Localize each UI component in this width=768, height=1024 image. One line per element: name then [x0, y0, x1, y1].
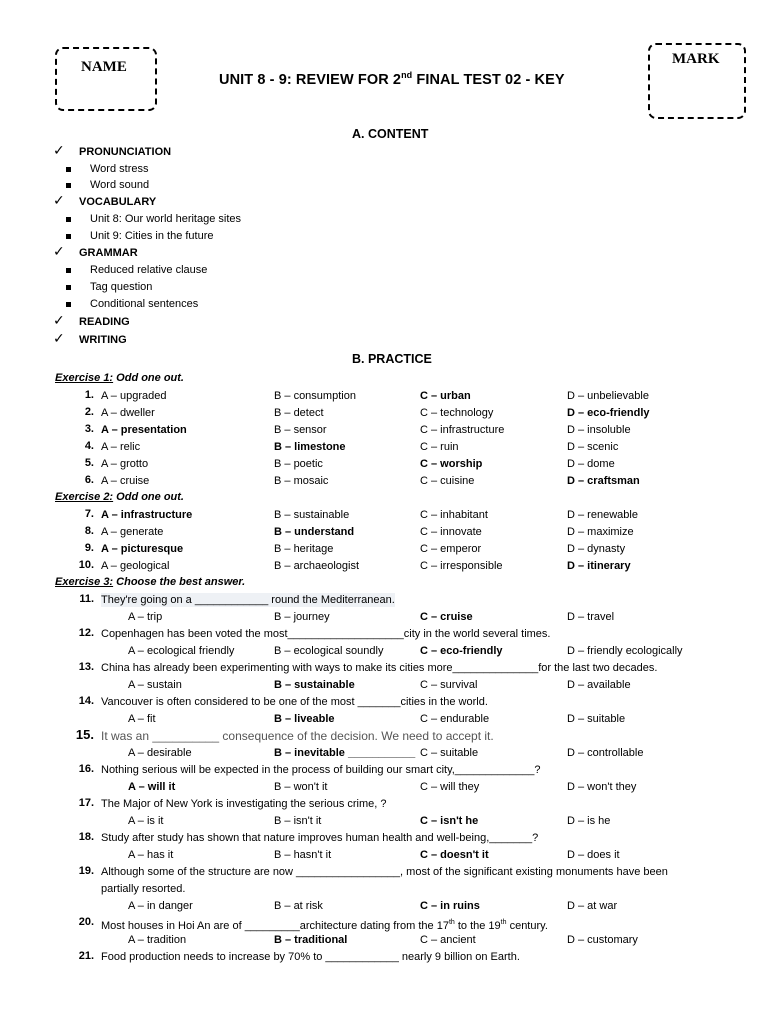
answer-option: A – cruise — [101, 475, 150, 487]
question-text: They're going on a ____________ round the Mediterranean. — [101, 594, 395, 606]
row-number: 5. — [84, 457, 94, 469]
answer-option: B – consumption — [274, 390, 356, 402]
practice-heading: B. PRACTICE — [352, 352, 432, 366]
subitem-label: Reduced relative clause — [90, 264, 208, 276]
answer-option: D – available — [567, 679, 631, 691]
answer-option: B – limestone — [274, 441, 346, 453]
question-number: 15. — [75, 727, 94, 742]
answer-option: D – at war — [567, 900, 618, 912]
answer-option: C – survival — [420, 679, 478, 691]
question-number: 14. — [78, 695, 94, 707]
page-title: UNIT 8 - 9: REVIEW FOR 2nd FINAL TEST 02 - KEY — [219, 70, 565, 88]
square-bullet-icon — [66, 268, 71, 273]
subitem-label: Conditional sentences — [90, 298, 199, 310]
mark-label: MARK — [672, 51, 720, 67]
category-label: GRAMMAR — [79, 247, 138, 259]
answer-option: C – emperor — [420, 543, 482, 555]
answer-option: C – worship — [420, 458, 483, 470]
question-number: 21. — [78, 950, 94, 962]
answer-option: B – hasn't it — [274, 849, 332, 861]
question-text: Most houses in Hoi An are of _________architecture dating from the 17th to the 19th century. — [101, 919, 548, 932]
check-icon: ✓ — [53, 313, 65, 329]
question-number: 19. — [78, 865, 94, 877]
category-label: READING — [79, 316, 130, 328]
answer-option: D – suitable — [567, 713, 626, 725]
name-box — [55, 47, 157, 111]
answer-option: A – dweller — [101, 407, 155, 419]
answer-option: A – desirable — [128, 747, 192, 759]
answer-option: A – fit — [128, 713, 156, 725]
answer-option: C – cuisine — [420, 475, 475, 487]
answer-option: A – is it — [128, 815, 164, 827]
question-number: 17. — [78, 797, 94, 809]
question-text: Vancouver is often considered to be one of the most _______cities in the world. — [101, 696, 488, 708]
answer-option: A – will it — [128, 781, 176, 793]
question-text-continued: partially resorted. — [101, 883, 186, 895]
answer-option: D – travel — [567, 611, 615, 623]
name-label: NAME — [81, 59, 127, 75]
answer-option: D – customary — [567, 934, 638, 946]
question-number: 13. — [78, 661, 94, 673]
answer-option: B – archaeologist — [274, 560, 359, 572]
subitem-label: Unit 8: Our world heritage sites — [90, 213, 242, 225]
check-icon: ✓ — [53, 193, 65, 209]
row-number: 8. — [84, 525, 94, 537]
answer-option: D – insoluble — [567, 424, 631, 436]
answer-option: D – craftsman — [567, 475, 640, 487]
answer-option: B – journey — [274, 611, 330, 623]
answer-option: B – liveable — [274, 713, 335, 725]
question-number: 11. — [79, 593, 94, 605]
answer-option: D – unbelievable — [567, 390, 649, 402]
row-number: 7. — [84, 508, 94, 520]
answer-option: B – won't it — [274, 781, 328, 793]
answer-option: C – doesn't it — [420, 849, 489, 861]
answer-option: C – irresponsible — [420, 560, 503, 572]
question-number: 16. — [78, 763, 94, 775]
question-text: Copenhagen has been voted the most___________________city in the world several times. — [101, 628, 551, 640]
question-number: 18. — [78, 831, 94, 843]
answer-option: D – scenic — [567, 441, 619, 453]
exercise-2-heading: Exercise 2: Odd one out. — [55, 491, 184, 503]
question-number: 12. — [78, 627, 94, 639]
answer-option: A – upgraded — [101, 390, 167, 402]
mark-box — [648, 43, 746, 119]
square-bullet-icon — [66, 285, 71, 290]
answer-option: A – has it — [128, 849, 174, 861]
answer-option: B – sustainable — [274, 679, 355, 691]
answer-option: C – urban — [420, 390, 471, 402]
row-number: 10. — [78, 559, 94, 571]
answer-option: A – geological — [101, 560, 170, 572]
answer-option: C – in ruins — [420, 900, 480, 912]
exercise-1-heading: Exercise 1: Odd one out. — [55, 372, 184, 384]
row-number: 2. — [84, 406, 94, 418]
answer-option: C – cruise — [420, 611, 473, 623]
answer-option: A – ecological friendly — [128, 645, 235, 657]
answer-option: A – in danger — [128, 900, 193, 912]
answer-option: A – sustain — [128, 679, 182, 691]
answer-option: D – dome — [567, 458, 615, 470]
answer-option: B – understand — [274, 526, 355, 538]
row-number: 3. — [84, 423, 94, 435]
answer-option: B – ecological soundly — [274, 645, 384, 657]
answer-option: B – heritage — [274, 543, 334, 555]
answer-option: B – traditional — [274, 934, 348, 946]
answer-option: D – won't they — [567, 781, 637, 793]
answer-option: C – suitable — [420, 747, 479, 759]
check-icon: ✓ — [53, 244, 65, 260]
answer-option: A – presentation — [101, 424, 187, 436]
answer-option: C – infrastructure — [420, 424, 505, 436]
answer-option: A – grotto — [101, 458, 149, 470]
subitem-label: Word sound — [90, 179, 150, 191]
row-number: 4. — [84, 440, 94, 452]
category-label: PRONUNCIATION — [79, 146, 172, 158]
question-text: Although some of the structure are now _________________, most of the significant existing monuments have been — [101, 866, 668, 878]
answer-option: A – tradition — [128, 934, 187, 946]
question-text: It was an __________ consequence of the decision. We need to accept it. — [101, 729, 494, 743]
answer-option: C – endurable — [420, 713, 490, 725]
square-bullet-icon — [66, 217, 71, 222]
answer-option: C – eco-friendly — [420, 645, 503, 657]
answer-option: A – picturesque — [101, 543, 184, 555]
answer-option: B – poetic — [274, 458, 323, 470]
content-heading: A. CONTENT — [352, 127, 429, 141]
answer-option: B – at risk — [274, 900, 323, 912]
question-text: Nothing serious will be expected in the process of building our smart city,_____________? — [101, 764, 541, 776]
subitem-label: Word stress — [90, 163, 149, 175]
answer-option: B – detect — [274, 407, 324, 419]
subitem-label: Unit 9: Cities in the future — [90, 230, 214, 242]
category-label: VOCABULARY — [79, 196, 157, 208]
row-number: 1. — [84, 389, 94, 401]
square-bullet-icon — [66, 167, 71, 172]
answer-option: C – ancient — [420, 934, 476, 946]
answer-option: A – generate — [101, 526, 164, 538]
answer-option: D – dynasty — [567, 543, 626, 555]
answer-option: B – mosaic — [274, 475, 329, 487]
answer-option: D – renewable — [567, 509, 638, 521]
check-icon: ✓ — [53, 331, 65, 347]
answer-option: A – trip — [128, 611, 163, 623]
question-text: China has already been experimenting with ways to make its cities more______________for the last two decades. — [101, 662, 658, 674]
question-text: Study after study has shown that nature improves human health and well-being,_______? — [101, 832, 539, 844]
subitem-label: Tag question — [90, 281, 153, 293]
answer-option: C – will they — [420, 781, 480, 793]
answer-option: D – itinerary — [567, 560, 631, 572]
answer-option: D – controllable — [567, 747, 644, 759]
row-number: 9. — [84, 542, 94, 554]
answer-option: C – inhabitant — [420, 509, 488, 521]
answer-option: D – eco-friendly — [567, 407, 650, 419]
square-bullet-icon — [66, 302, 71, 307]
answer-option: B – inevitable ___________ — [274, 747, 416, 759]
question-text: The Major of New York is investigating the serious crime, ? — [101, 798, 387, 810]
row-number: 6. — [84, 474, 94, 486]
answer-option: C – ruin — [420, 441, 459, 453]
answer-option: C – technology — [420, 407, 494, 419]
category-label: WRITING — [79, 334, 127, 346]
question-number: 20. — [78, 916, 94, 928]
answer-option: B – sensor — [274, 424, 327, 436]
answer-option: B – sustainable — [274, 509, 350, 521]
answer-option: D – does it — [567, 849, 620, 861]
answer-option: B – isn't it — [274, 815, 322, 827]
exercise-3-heading: Exercise 3: Choose the best answer. — [55, 576, 246, 588]
answer-option: C – isn't he — [420, 815, 479, 827]
answer-option: A – relic — [101, 441, 141, 453]
square-bullet-icon — [66, 234, 71, 239]
check-icon: ✓ — [53, 143, 65, 159]
answer-option: D – is he — [567, 815, 611, 827]
answer-option: A – infrastructure — [101, 509, 193, 521]
question-text: Food production needs to increase by 70% to ____________ nearly 9 billion on Earth. — [101, 951, 520, 963]
square-bullet-icon — [66, 183, 71, 188]
answer-option: C – innovate — [420, 526, 482, 538]
answer-option: D – friendly ecologically — [567, 645, 683, 657]
answer-option: D – maximize — [567, 526, 634, 538]
